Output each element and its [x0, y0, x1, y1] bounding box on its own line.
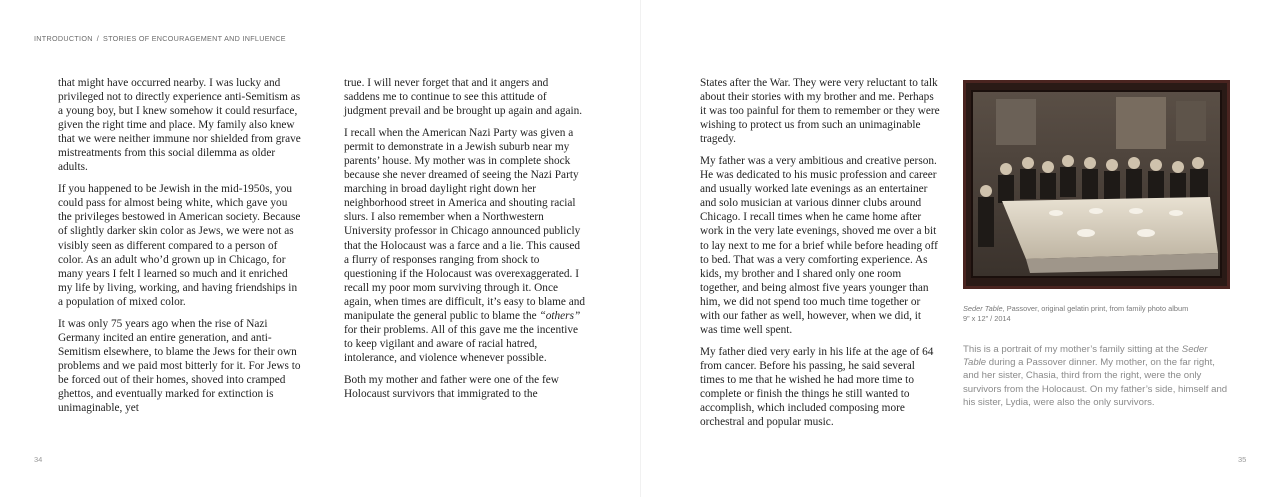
running-head-chapter: STORIES OF ENCOURAGEMENT AND INFLUENCE	[103, 34, 286, 43]
caption-meta: 9” x 12” / 2014	[963, 314, 1011, 323]
description-text: This is a portrait of my mother’s family sitting at the	[963, 344, 1180, 355]
caption-title: Seder Table	[963, 304, 1003, 313]
description-emphasis: Seder Table	[963, 344, 1208, 369]
running-head	[34, 34, 286, 43]
paragraph: My father died very early in his life at the age of 64 from cancer. Before his passing, he said several times to me that he wished he had more time to complete or finish the things he still wanted to accomplish, which included composing more orchestral and popular music.	[700, 345, 934, 429]
seder-table-photo	[963, 80, 1230, 289]
description-text: during a Passover dinner. My mother, on the far right, and her sister, Chasia, third from the right, were the only survivors from the Holocaust. On my father’s side, himself and his sister, Lydia, were also the only survivors.	[963, 357, 1228, 408]
right-page-column-1	[700, 76, 940, 437]
family-photo-image	[966, 83, 1227, 286]
paragraph: true. I will never forget that and it angers and saddens me to continue to see this attitude of judgment prevail and be brought up again and again.	[344, 77, 583, 118]
caption-line	[963, 304, 1238, 314]
page-gutter	[640, 0, 641, 497]
page-number-left: 34	[34, 455, 43, 464]
left-page-column-2	[344, 76, 586, 409]
emphasis-others: “others”	[539, 309, 581, 322]
paragraph: that might have occurred nearby. I was lucky and privileged not to directly experience anti-Semitism as a young boy, but I knew somehow it could resurface, given the right time and place. My family also knew that we were neither immune nor shielded from grave mistreatments from this social dilemma as older adults.	[58, 77, 301, 174]
paragraph: It was only 75 years ago when the rise of Nazi Germany incited an entire generation, and anti-Semitism elsewhere, to blame the Jews for their own problems and we paid most bitterly for it. For Jews to be forced out of their homes, shoved into cramped ghettos, and eventually marked for extinction is unimaginable, yet	[58, 317, 301, 415]
left-page-column-1	[58, 76, 302, 423]
running-head-section: INTRODUCTION	[34, 34, 93, 43]
photo-description	[963, 343, 1231, 409]
page-number-right: 35	[1238, 455, 1247, 464]
paragraph-text: I recall when the American Nazi Party was given a permit to demonstrate in a Jewish suburb near my parents’ house. My mother was in complete shock because she never dreamed of seeing the Nazi Party marching in broad daylight right down her neighborhood street in America and shouting racial slurs. I also remember when a Northwestern University professor in Chicago announced publicly that the Holocaust was a farce and a lie. This caused a flurry of responses ranging from shock to questioning if the Holocaust was overexaggerated. I recall my poor mom surviving through it. Once again, when times are difficult, it’s easy to blame and manipulate the general public to blame the	[344, 127, 586, 322]
paragraph: States after the War. They were very reluctant to talk about their stories with my brother and me. Perhaps it was too painful for them to remember or they were wishing to protect us from such an unimaginable tragedy.	[700, 77, 940, 146]
paragraph	[344, 126, 586, 365]
paragraph-text: for their problems. All of this gave me the incentive to keep vigilant and aware of racial hatred, intolerance, and violence whenever possible.	[344, 323, 579, 364]
caption-text: , Passover, original gelatin print, from family photo album	[1002, 304, 1189, 313]
photo-caption	[963, 304, 1238, 324]
running-head-separator: /	[96, 34, 100, 43]
paragraph: My father was a very ambitious and creative person. He was dedicated to his music profession and career and usually worked late evenings as an entertainer and solo musician at various dinner clubs around Chicago. I recall times when he came home after work in the very late evenings, shoved me over a bit to lay next to me for a brief while before heading off to bed. That was a very comforting experience. As kids, my brother and I shared only one room together, and being almost five years younger than him, we did not spend too much time together or with our father as well, however, when we did, it was time well spent.	[700, 155, 938, 336]
paragraph: If you happened to be Jewish in the mid-1950s, you could pass for almost being white, which gave you the privileges bestowed in American society. Because of slightly darker skin color as Jews, we were not as visibly seen as different compared to a person of color. As an adult who’d grown up in Chicago, for many years I felt I learned so much and it enriched my life by living, working, and having friendships in a population of mixed color.	[58, 183, 301, 308]
paragraph: Both my mother and father were one of the few Holocaust survivors that immigrated to the	[344, 373, 559, 400]
